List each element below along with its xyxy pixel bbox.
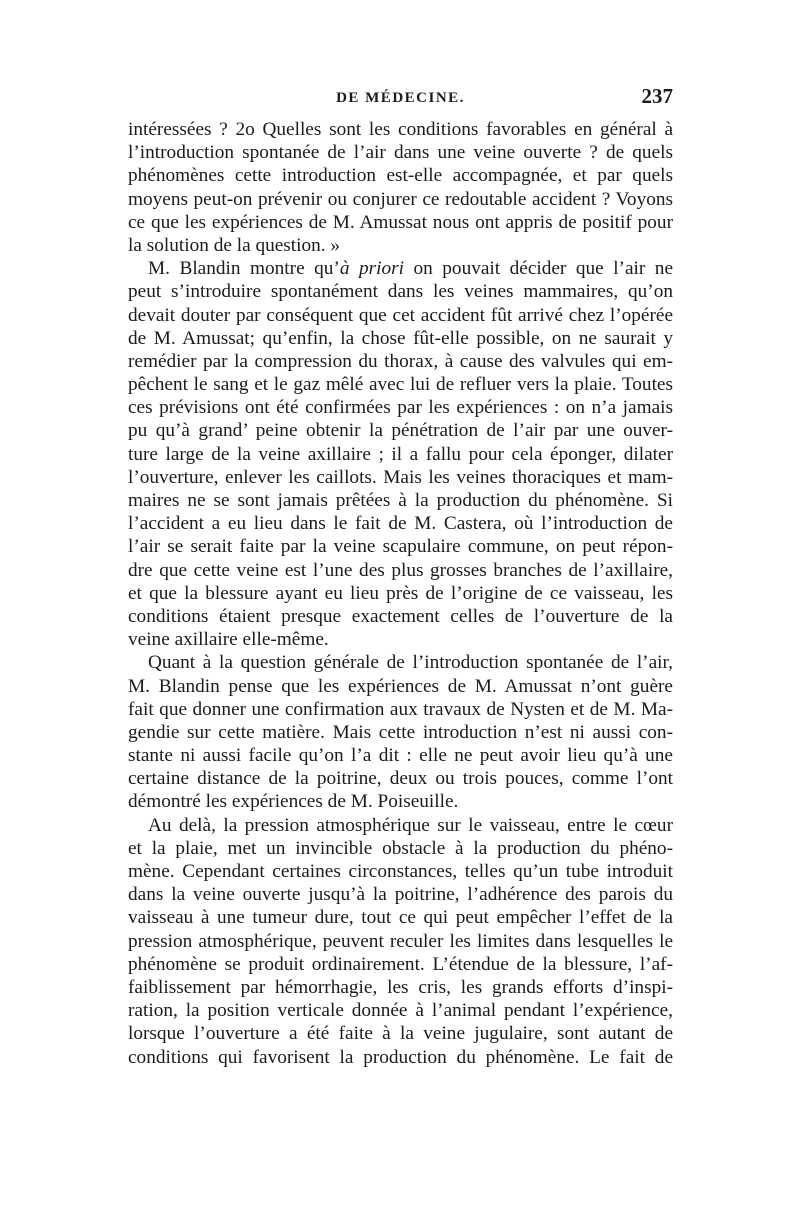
text-line: moyens peut-on prévenir ou conjurer ce redoutable accident ? Voyons [128, 188, 673, 210]
text-line: intéressées ? 2o Quelles sont les conditions favorables en général à [128, 119, 673, 140]
text-line: vaisseau à une tumeur dure, tout ce qui peut empêcher l’effet de la [128, 907, 673, 929]
text-line: l’air se serait faite par la veine scapulaire commune, on peut répon- [128, 536, 673, 558]
text-line: de M. Amussat; qu’enfin, la chose fût-elle possible, on ne saurait y [128, 327, 673, 349]
text-line: ce que les expériences de M. Amussat nous ont appris de positif pour [128, 211, 673, 233]
text-line: pression atmosphérique, peuvent reculer les limites dans lesquelles le [128, 930, 673, 952]
text-line: faiblissement par hémorrhagie, les cris, les grands efforts d’inspi- [128, 976, 673, 998]
text-line: devait douter par conséquent que cet accident fût arrivé chez l’opérée [128, 304, 673, 326]
text-line: l’introduction spontanée de l’air dans une veine ouverte ? de quels [128, 142, 673, 164]
text-line: certaine distance de la poitrine, deux ou trois pouces, comme l’ont [128, 768, 673, 790]
text-line: M. Blandin montre qu’à priori on pouvait décider que l’air ne [148, 258, 673, 280]
text-line: démontré les expériences de M. Poiseuille. [128, 791, 459, 813]
text-line: conditions qui favorisent la production du phénomène. Le fait de [128, 1046, 673, 1068]
text-line: et que la blessure ayant eu lieu près de l’origine de ce vaisseau, les [128, 582, 673, 604]
text-line: fait que donner une confirmation aux travaux de Nysten et de M. Ma- [128, 698, 673, 720]
running-title: DE MÉDECINE. [336, 90, 465, 106]
text-line: ces prévisions ont été confirmées par les expériences : on n’a jamais [128, 397, 673, 419]
text-line: veine axillaire elle-même. [128, 629, 329, 651]
body-text [128, 118, 673, 1069]
text-line: maires ne se sont jamais prêtées à la production du phénomène. Si [128, 490, 673, 511]
text-line: dre que cette veine est l’une des plus grosses branches de l’axillaire, [128, 559, 673, 581]
text-line: lorsque l’ouverture a été faite à la veine jugulaire, sont autant de [128, 1023, 673, 1045]
text-line: gendie sur cette matière. Mais cette introduction n’est ni aussi con- [128, 721, 673, 743]
text-line: M. Blandin pense que les expériences de M. Amussat n’ont guère [128, 675, 673, 697]
text-line: peut s’introduire spontanément dans les veines mammaires, qu’on [128, 281, 673, 303]
text-line: pêchent le sang et le gaz mêlé avec lui de refluer vers la plaie. Toutes [128, 374, 673, 396]
text-line: phénomènes cette introduction est-elle accompagnée, et par quels [128, 165, 673, 187]
text-line: Au delà, la pression atmosphérique sur le vaisseau, entre le cœur [148, 814, 673, 836]
text-line: conditions étaient presque exactement celles de l’ouverture de la [128, 605, 673, 627]
text-line: Quant à la question générale de l’introduction spontanée de l’air, [148, 652, 673, 674]
text-line: remédier par la compression du thorax, à cause des valvules qui em- [128, 350, 673, 372]
italic-phrase: à priori [339, 258, 404, 280]
page-number: 237 [641, 84, 673, 108]
text-line: pu qu’à grand’ peine obtenir la pénétration de l’air par une ouver- [128, 420, 673, 442]
text-line: ture large de la veine axillaire ; il a fallu pour cela éponger, dilater [128, 443, 673, 465]
text-line: et la plaie, met un invincible obstacle à la production du phéno- [128, 837, 673, 859]
text-line: dans la veine ouverte jusqu’à la poitrine, l’adhérence des parois du [128, 884, 673, 906]
text-line: ration, la position verticale donnée à l’animal pendant l’expérience, [128, 1000, 673, 1022]
text-line: stante ni aussi facile qu’on l’a dit : elle ne peut avoir lieu qu’à une [128, 745, 673, 767]
text-line: l’ouverture, enlever les caillots. Mais les veines thoraciques et mam- [128, 466, 673, 488]
text-line: phénomène se produit ordinairement. L’étendue de la blessure, l’af- [128, 953, 673, 975]
text-line: la solution de la question. » [128, 234, 341, 256]
text-line: mène. Cependant certaines circonstances, telles qu’un tube introduit [128, 861, 673, 882]
page-header [128, 84, 673, 114]
text-line: l’accident a eu lieu dans le fait de M. Castera, où l’introduction de [128, 513, 673, 535]
